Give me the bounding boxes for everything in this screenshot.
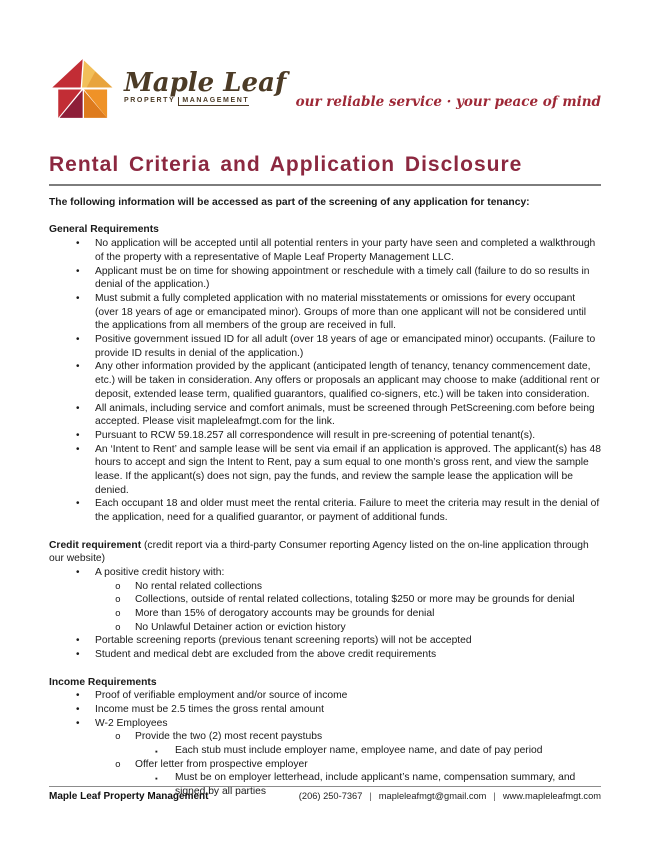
intro-statement: The following information will be accessed as part of the screening of any application for tenancy:	[49, 197, 530, 208]
bullet-item	[49, 593, 601, 607]
bullet-item	[49, 429, 601, 443]
bullet-marker-icon: ▪	[155, 773, 158, 783]
bullet-text: A positive credit history with:	[95, 566, 225, 578]
section-heading	[49, 223, 601, 237]
section-heading-bold: General Requirements	[49, 224, 159, 236]
bullet-marker-icon: o	[115, 621, 121, 633]
bullet-text: Proof of verifiable employment and/or source of income	[95, 690, 348, 702]
bullet-text: Must be on employer letterhead, include applicant’s name, compensation summary, and signed by all parties	[175, 772, 576, 798]
bullet-text: Provide the two (2) most recent paystubs	[135, 731, 323, 743]
bullet-item	[49, 607, 601, 621]
house-logo-icon	[49, 57, 115, 118]
bullet-text: More than 15% of derogatory accounts may be grounds for denial	[135, 608, 435, 620]
bullet-item	[49, 402, 601, 429]
bullet-item	[49, 689, 601, 703]
letterhead	[49, 0, 601, 118]
page-footer	[49, 786, 601, 802]
footer-separator: |	[369, 791, 372, 801]
section-heading	[49, 539, 601, 566]
bullet-text: W-2 Employees	[95, 717, 168, 729]
footer-separator: |	[493, 791, 496, 801]
section-income-requirements	[49, 676, 601, 799]
bullet-text: Income must be 2.5 times the gross rental amount	[95, 703, 324, 715]
bullet-marker-icon: ▪	[155, 746, 158, 756]
footer-company-name: Maple Leaf Property Management	[49, 791, 209, 802]
page-title: Rental Criteria and Application Disclosure	[49, 153, 523, 176]
logo-subtitle-property: PROPERTY	[124, 96, 176, 104]
bullet-item	[49, 443, 601, 498]
bullet-marker-icon: •	[76, 498, 80, 510]
bullet-marker-icon: •	[76, 334, 80, 346]
bullet-item	[49, 621, 601, 635]
bullet-text: No rental related collections	[135, 580, 263, 592]
section-heading	[49, 676, 601, 690]
bullet-marker-icon: •	[76, 238, 80, 250]
bullet-marker-icon: o	[115, 594, 121, 606]
bullet-marker-icon: •	[76, 690, 80, 702]
footer-contact-info	[299, 791, 601, 801]
bullet-marker-icon: •	[76, 717, 80, 729]
footer-website: www.mapleleafmgt.com	[502, 791, 601, 801]
bullet-text: An ‘Intent to Rent’ and sample lease will be sent via email if an application is approved. The applicant(s) has 48 hours to accept and sign the Intent to Rent, pay a sum equal to one month’s gross rent, and view the sample lease. If the applicant(s) does not sign, pay the funds, and review the sample lease the application will be denied.	[95, 443, 601, 496]
bullet-text: No Unlawful Detainer action or eviction history	[135, 621, 346, 633]
bullet-marker-icon: •	[76, 649, 80, 661]
bullet-marker-icon: •	[76, 292, 80, 304]
bullet-marker-icon: •	[76, 566, 80, 578]
bullet-marker-icon: o	[115, 608, 121, 620]
bullet-marker-icon: •	[76, 265, 80, 277]
company-logo	[49, 57, 286, 118]
logo-subtitle-management: MANAGEMENT	[178, 97, 249, 106]
bullet-text: All animals, including service and comfort animals, must be screened through PetScreening.com before being accepted. Please visit mapleleafmgt.com for the link.	[95, 402, 595, 428]
bullet-marker-icon: •	[76, 429, 80, 441]
bullet-item	[49, 744, 601, 758]
section-heading-suffix: (credit report via a third-party Consumer reporting Agency listed on the on-line application through our website)	[49, 539, 589, 565]
bullet-item	[49, 237, 601, 264]
bullet-text: Applicant must be on time for showing appointment or reschedule with a timely call (failure to do so results in denial of the application.)	[95, 265, 590, 291]
bullet-text: No application will be accepted until all potential renters in your party have seen and completed a walkthrough of the property with a representative of Maple Leaf Property Management LLC.	[95, 238, 596, 263]
bullet-item	[49, 497, 601, 524]
bullet-item	[49, 566, 601, 580]
footer-phone: (206) 250-7367	[298, 791, 363, 801]
bullet-text: Portable screening reports (previous tenant screening reports) will not be accepted	[95, 635, 472, 647]
bullet-text: Any other information provided by the applicant (anticipated length of tenancy, tenancy commencement date, etc.) will be taken in consideration. Any offers or proposals an applicant may choose to make (additional rent or deposit, extended lease term, qualified guarantors, qualified co-signers, etc.) will be taken into consideration.	[95, 361, 600, 400]
logo-company-name: Maple Leaf	[124, 68, 287, 98]
section-heading-bold: Credit requirement	[49, 539, 142, 551]
bullet-text: Must submit a fully completed application with no material misstatements or omissions for every occupant (over 18 years of age or emancipated minor). Groups of more than one applicant will not be considered until the applications from all members of the group are received in full.	[95, 292, 587, 332]
bullet-item	[49, 730, 601, 744]
bullet-item	[49, 717, 601, 731]
bullet-item	[49, 648, 601, 662]
bullet-item	[49, 634, 601, 648]
logo-wordmark	[124, 68, 287, 106]
logo-subtitle	[124, 97, 286, 106]
bullet-marker-icon: •	[76, 402, 80, 414]
bullet-text: Each stub must include employer name, employee name, and date of pay period	[175, 745, 543, 757]
bullet-text: Pursuant to RCW 59.18.257 all correspondence will result in pre-screening of potential tenant(s).	[95, 429, 536, 441]
bullet-marker-icon: o	[115, 731, 121, 743]
bullet-item	[49, 360, 601, 401]
document-sections	[49, 223, 601, 799]
bullet-text: Offer letter from prospective employer	[135, 758, 308, 770]
brand-tagline: our reliable service · your peace of mind	[295, 94, 601, 110]
bullet-item	[49, 333, 601, 360]
bullet-marker-icon: o	[115, 580, 121, 592]
bullet-item	[49, 758, 601, 772]
section-credit-requirement	[49, 539, 601, 662]
footer-email: mapleleafmgt@gmail.com	[378, 791, 487, 801]
bullet-marker-icon: •	[76, 703, 80, 715]
section-heading-bold: Income Requirements	[49, 676, 157, 688]
bullet-marker-icon: •	[76, 361, 80, 373]
bullet-text: Positive government issued ID for all adult (over 18 years of age or emancipated minor) occupants. (Failure to provide ID results in denial of the application.)	[95, 334, 596, 359]
bullet-text: Each occupant 18 and older must meet the rental criteria. Failure to meet the criteria may result in the denial of the application, need for a qualified guarantor, or payment of additional funds.	[95, 498, 600, 524]
bullet-item	[49, 703, 601, 717]
bullet-marker-icon: •	[76, 635, 80, 647]
bullet-item	[49, 580, 601, 594]
title-divider	[49, 184, 601, 186]
section-general-requirements	[49, 223, 601, 524]
bullet-text: Collections, outside of rental related collections, totaling $250 or more may be grounds for denial	[135, 594, 575, 606]
bullet-marker-icon: o	[115, 758, 121, 770]
bullet-marker-icon: •	[76, 443, 80, 455]
bullet-text: Student and medical debt are excluded from the above credit requirements	[95, 649, 437, 661]
bullet-item	[49, 292, 601, 333]
bullet-item	[49, 265, 601, 292]
